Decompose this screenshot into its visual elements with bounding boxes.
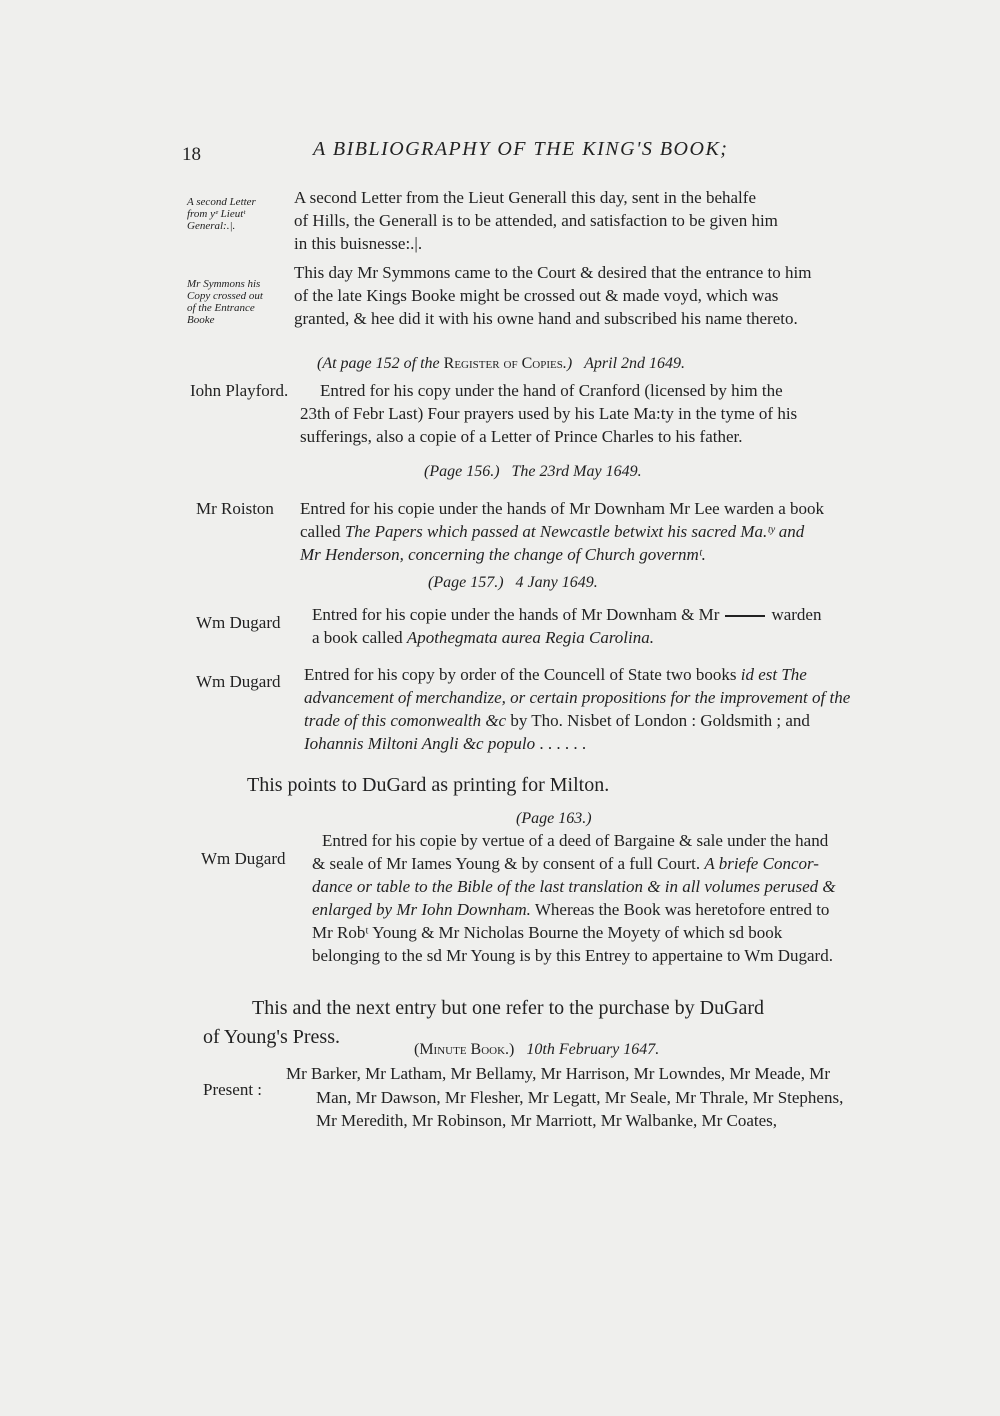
text-line: a book called Apothegmata aurea Regia Carolina. bbox=[312, 628, 654, 647]
text-line: dance or table to the Bible of the last translation & in all volumes perused & bbox=[312, 877, 836, 896]
blank-dash bbox=[725, 615, 765, 617]
note-line: Booke bbox=[187, 314, 215, 326]
entry-dugard-3 bbox=[312, 852, 836, 967]
note-line: Mr Symmons his bbox=[187, 278, 261, 290]
note-line: General:.|. bbox=[187, 220, 236, 232]
text-line: This day Mr Symmons came to the Court & desired that the entrance to him bbox=[294, 263, 812, 282]
entry-second-letter bbox=[294, 186, 778, 255]
entry-roiston bbox=[300, 497, 824, 566]
heading-register-of-copies: (At page 152 of the Register of Copies.) April 2nd 1649. bbox=[317, 355, 686, 372]
text-line: & seale of Mr Iames Young & by consent of a full Court. A briefe Concor- bbox=[312, 854, 819, 873]
text-line: trade of this comonwealth &c by Tho. Nisbet of London : Goldsmith ; and bbox=[304, 711, 810, 730]
text-line: Mr Barker, Mr Latham, Mr Bellamy, Mr Harrison, Mr Lowndes, Mr Meade, Mr bbox=[286, 1064, 830, 1083]
note-line: of the Entrance bbox=[187, 302, 255, 314]
text-line: belonging to the sd Mr Young is by this Entrey to appertaine to Wm Dugard. bbox=[312, 946, 833, 965]
page-number: 18 bbox=[182, 144, 201, 165]
heading-minute-book: (Minute Book.) 10th February 1647. bbox=[414, 1041, 660, 1058]
entry-dugard-2 bbox=[304, 663, 850, 755]
heading-page-156: (Page 156.) The 23rd May 1649. bbox=[424, 463, 642, 480]
text-line: called The Papers which passed at Newcastle betwixt his sacred Ma.ᵗʸ and bbox=[300, 522, 805, 541]
entry-playford-name: Iohn Playford. bbox=[190, 381, 289, 400]
heading-page-157: (Page 157.) 4 Jany 1649. bbox=[428, 574, 598, 591]
text-line: advancement of merchandize, or certain propositions for the improvement of the bbox=[304, 688, 851, 707]
present-label: Present : bbox=[203, 1080, 263, 1099]
present-list bbox=[316, 1086, 843, 1132]
text-line: Entred for his copie under the hands of Mr Downham & Mr warden bbox=[312, 605, 822, 624]
text-line: Mr Robᵗ Young & Mr Nicholas Bourne the Moyety of which sd book bbox=[312, 923, 783, 942]
heading-page-163: (Page 163.) bbox=[516, 810, 592, 827]
text-line: Entred for his copie under the hands of Mr Downham Mr Lee warden a book bbox=[300, 499, 825, 518]
note-line: from yᵉ Lieutᵗ bbox=[187, 208, 246, 220]
text-line: 23th of Febr Last) Four prayers used by his Late Ma:ty in the tyme of his bbox=[300, 404, 798, 423]
text-line: sufferings, also a copie of a Letter of Prince Charles to his father. bbox=[300, 427, 743, 446]
note-line: Copy crossed out bbox=[187, 290, 263, 302]
text-line: Entred for his copy under the hand of Cranford (licensed by him the bbox=[320, 381, 783, 400]
text-line: of Hills, the Generall is to be attended, and satisfaction to be given him bbox=[294, 211, 778, 230]
text-line: Entred for his copie by vertue of a deed of Bargaine & sale under the hand bbox=[322, 831, 829, 850]
margin-note-second-letter bbox=[187, 196, 256, 232]
text-line: Mr Henderson, concerning the change of Church governmᵗ. bbox=[300, 545, 706, 564]
remark-dugard-milton: This points to DuGard as printing for Milton. bbox=[247, 774, 610, 796]
present-first bbox=[286, 1062, 830, 1085]
text-line: Iohannis Miltoni Angli &c populo . . . . . . bbox=[304, 734, 587, 753]
entry-symmons bbox=[294, 261, 811, 330]
text-line: Entred for his copy by order of the Councell of State two books id est The bbox=[304, 665, 807, 684]
entry-dugard-1-name: Wm Dugard bbox=[196, 613, 281, 632]
text-line: enlarged by Mr Iohn Downham. Whereas the Book was heretofore entred to bbox=[312, 900, 830, 919]
entry-dugard-2-name: Wm Dugard bbox=[196, 672, 281, 691]
text-line: Man, Mr Dawson, Mr Flesher, Mr Legatt, Mr Seale, Mr Thrale, Mr Stephens, bbox=[316, 1088, 844, 1107]
entry-roiston-name: Mr Roiston bbox=[196, 499, 274, 518]
text-line: in this buisnesse:.|. bbox=[294, 234, 423, 253]
text-line: Mr Meredith, Mr Robinson, Mr Marriott, Mr Walbanke, Mr Coates, bbox=[316, 1111, 778, 1130]
margin-note-symmons bbox=[187, 278, 263, 326]
entry-playford-cont bbox=[300, 402, 797, 448]
entry-dugard-3-first bbox=[322, 829, 828, 852]
entry-dugard-1 bbox=[312, 603, 821, 649]
entry-playford bbox=[320, 379, 783, 402]
entry-dugard-3-name: Wm Dugard bbox=[201, 849, 286, 868]
text-line: of the late Kings Booke might be crossed out & made voyd, which was bbox=[294, 286, 779, 305]
remark-young-press: This and the next entry but one refer to the purchase by DuGard bbox=[252, 997, 765, 1019]
text-line: granted, & hee did it with his owne hand and subscribed his name thereto. bbox=[294, 309, 798, 328]
remark-young-press-cont: of Young's Press. bbox=[203, 1026, 340, 1048]
note-line: A second Letter bbox=[187, 196, 256, 208]
running-title: A BIBLIOGRAPHY OF THE KING'S BOOK; bbox=[313, 138, 729, 160]
text-line: A second Letter from the Lieut Generall this day, sent in the behalfe bbox=[294, 188, 756, 207]
